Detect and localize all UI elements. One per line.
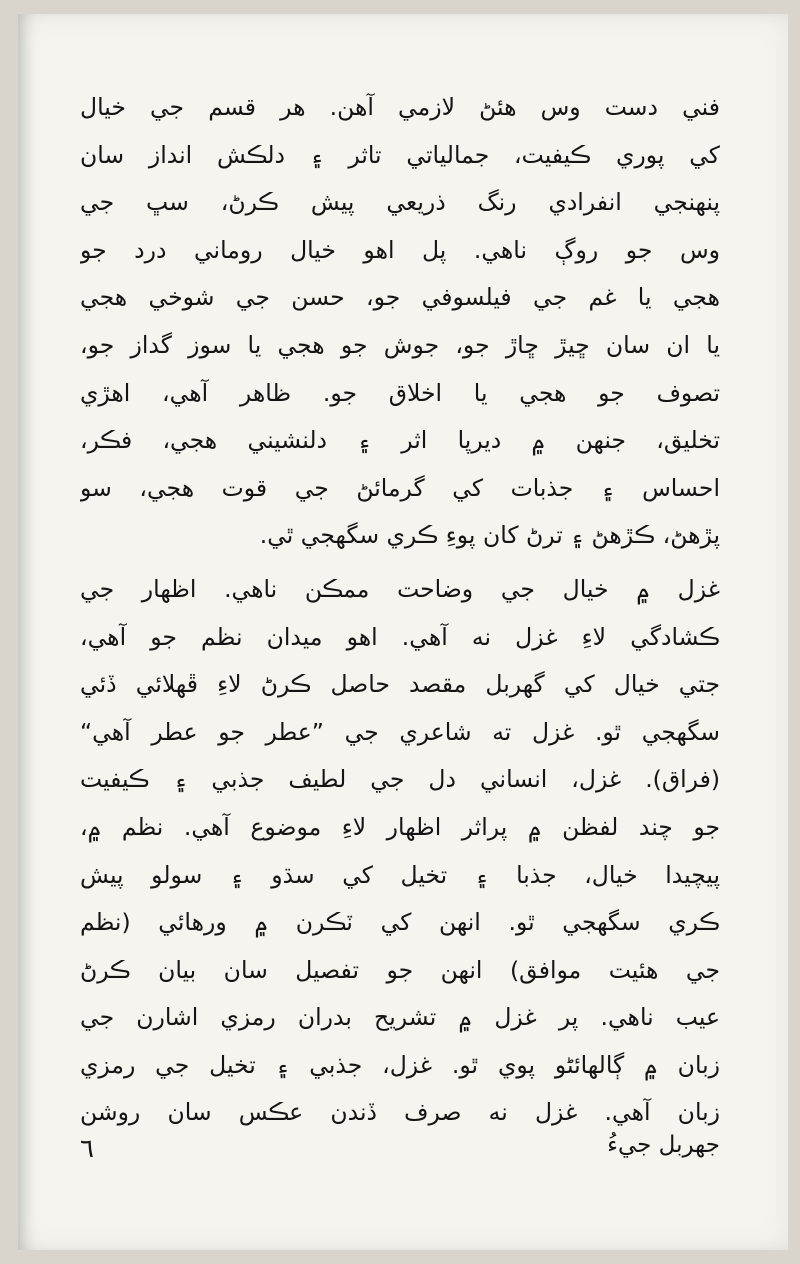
book-page <box>18 14 788 1250</box>
page-number: ٦ <box>80 1134 94 1164</box>
text-line: تخليق، جنهن ۾ ديرپا اثر ۽ دلنشيني هجي، فڪر، <box>80 426 720 455</box>
text-line: يا ان سان ڇيڙ ڇاڙ جو، جوش جو هجي يا سوز گداز جو، <box>80 330 720 359</box>
text-line: زبان آهي. غزل نه صرف ڏندن عڪس سان روشن <box>80 1098 720 1127</box>
text-line: فني دست وس هئڻ لازمي آهن. هر قسم جي خيال <box>80 93 720 121</box>
text-line: تصوف جو هجي يا اخلاق جو. ظاهر آهي، اهڙي <box>80 378 720 407</box>
page-footer <box>80 1126 720 1176</box>
text-line: پنهنجي انفرادي رنگ ذريعي پيش ڪرڻ، سڀ جي <box>80 188 720 217</box>
text-line: سگهجي ٿو. غزل ته شاعري جي ”عطر جو عطر آهي“ <box>80 717 720 746</box>
text-line: جو چند لفظن ۾ پراثر اظهار لاءِ موضوع آهي. نظم ۾، <box>80 812 720 841</box>
text-line: کي پوري ڪيفيت، جمالياتي تاثر ۽ دلڪش انداز سان <box>80 140 720 169</box>
text-line: غزل ۾ خيال جي وضاحت ممڪن ناهي. اظهار جي <box>80 574 720 603</box>
text-line: پيچيدا خيال، جذبا ۽ تخيل کي سڌو ۽ سولو پيش <box>80 860 720 889</box>
text-line: ڪشادگي لاءِ غزل نه آهي. اهو ميدان نظم جو آهي، <box>80 622 720 651</box>
text-line: جي هئيت موافق) انهن جو تفصيل سان بيان ڪرڻ <box>80 955 720 984</box>
text-line: احساس ۽ جذبات کي گرمائڻ جي قوت هجي، سو <box>80 473 720 502</box>
text-line: (فراق). غزل، انساني دل جي لطيف جذبي ۽ ڪيفيت <box>80 765 720 794</box>
text-line-last: پڙهڻ، ڪڙهڻ ۽ ترڻ کان پوءِ ڪري سگهجي ٿي. <box>259 521 720 550</box>
text-line: جتي خيال کي گهربل مقصد حاصل ڪرڻ لاءِ ڦهلائي ڏئي <box>80 670 720 699</box>
paragraph-1 <box>80 84 720 560</box>
text-line: زبان ۾ ڳالهائڻو پوي ٿو. غزل، جذبي ۽ تخيل جي رمزي <box>80 1050 720 1079</box>
text-line: ڪري سگهجي ٿو. انهن کي ٽڪرن ۾ ورهائي (نظم <box>80 908 720 937</box>
text-line: وس جو روڳ ناهي. پل اهو خيال روماني درد جو <box>80 235 720 264</box>
running-title: جهربل جيءُ <box>607 1132 720 1158</box>
text-line: عيب ناهي. پر غزل ۾ تشريح بدران رمزي اشارن جي <box>80 1003 720 1032</box>
body-text <box>80 84 720 1137</box>
paragraph-2 <box>80 566 720 1137</box>
text-line: هجي يا غم جي فيلسوفي جو، حسن جي شوخي هجي <box>80 283 720 312</box>
